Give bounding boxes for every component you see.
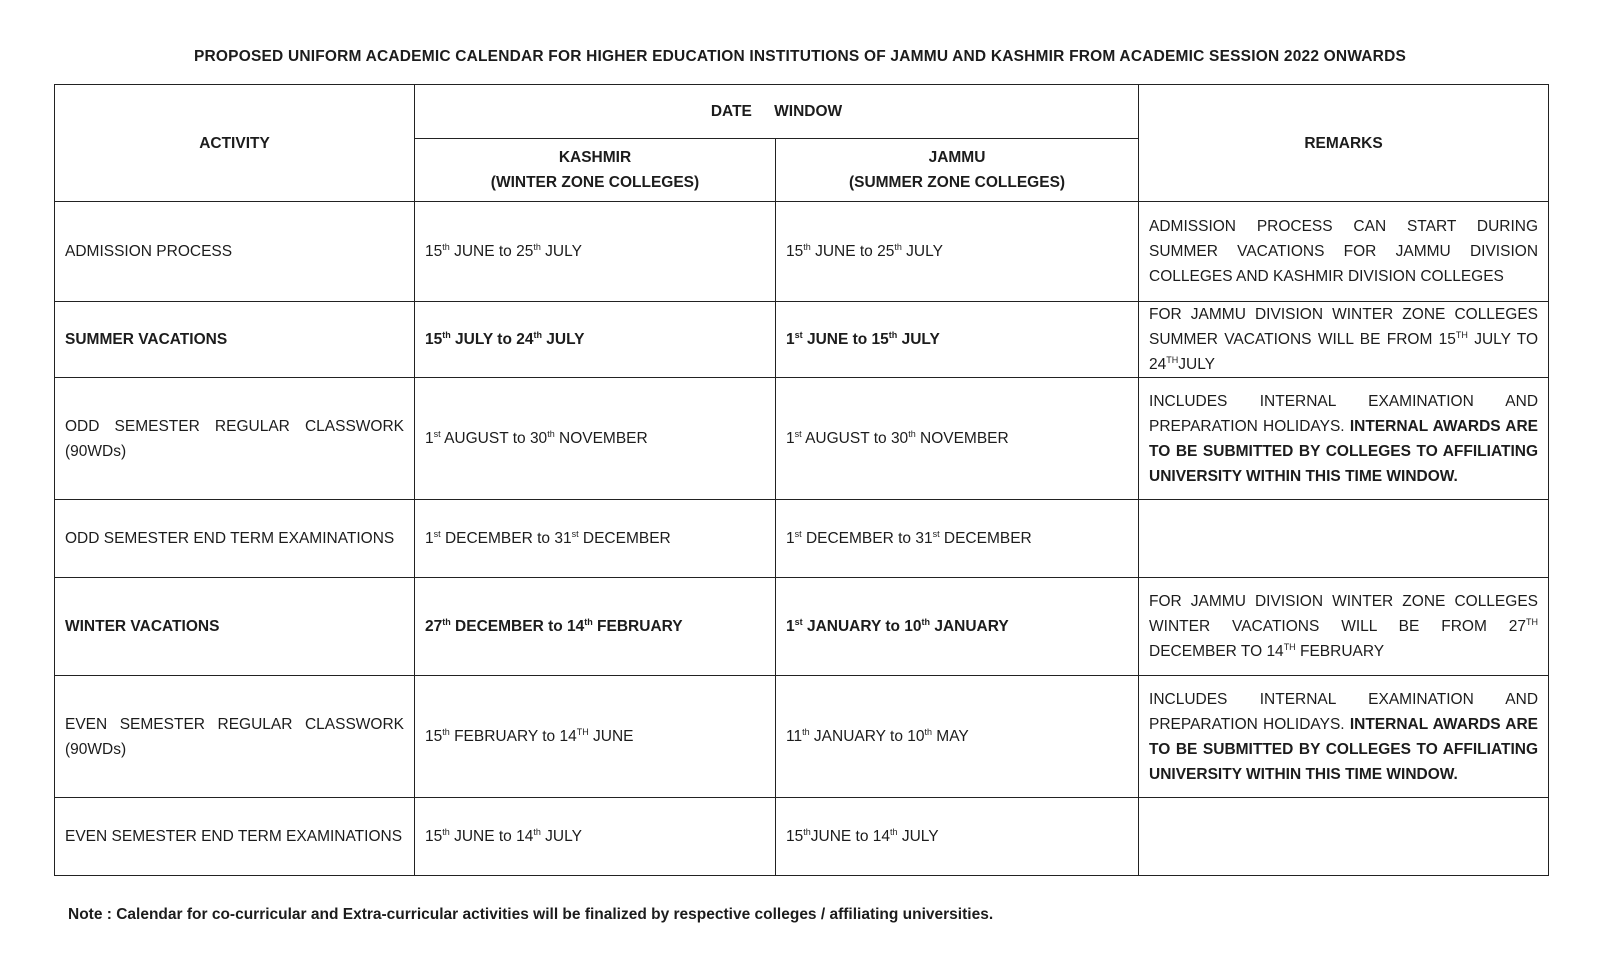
kashmir-date-cell: 15th JULY to 24th JULY xyxy=(415,302,776,378)
activity-cell: WINTER VACATIONS xyxy=(55,578,415,676)
jammu-date-cell: 1st AUGUST to 30th NOVEMBER xyxy=(776,378,1139,500)
remarks-cell: ADMISSION PROCESS CAN START DURING SUMMER VACATIONS FOR JAMMU DIVISION COLLEGES AND KASHMIR DIVISION COLLEGES xyxy=(1139,202,1549,302)
table-row xyxy=(55,378,1549,500)
table-row xyxy=(55,798,1549,876)
header-row-1 xyxy=(55,85,1549,139)
jammu-date-cell: 11th JANUARY to 10th MAY xyxy=(776,676,1139,798)
remarks-header: REMARKS xyxy=(1139,85,1549,202)
remarks-cell xyxy=(1139,798,1549,876)
table-row xyxy=(55,202,1549,302)
activity-cell: EVEN SEMESTER END TERM EXAMINATIONS xyxy=(55,798,415,876)
table-row xyxy=(55,302,1549,378)
activity-cell: EVEN SEMESTER REGULAR CLASSWORK (90WDs) xyxy=(55,676,415,798)
remarks-cell: INCLUDES INTERNAL EXAMINATION AND PREPARATION HOLIDAYS. INTERNAL AWARDS ARE TO BE SUBMITTED BY COLLEGES TO AFFILIATING UNIVERSITY WITHIN THIS TIME WINDOW. xyxy=(1139,378,1549,500)
table-row xyxy=(55,578,1549,676)
kashmir-date-cell: 15th FEBRUARY to 14TH JUNE xyxy=(415,676,776,798)
kashmir-date-cell: 15th JUNE to 14th JULY xyxy=(415,798,776,876)
kashmir-date-cell: 1st DECEMBER to 31st DECEMBER xyxy=(415,500,776,578)
kashmir-date-cell: 27th DECEMBER to 14th FEBRUARY xyxy=(415,578,776,676)
activity-cell: ODD SEMESTER REGULAR CLASSWORK (90WDs) xyxy=(55,378,415,500)
activity-header: ACTIVITY xyxy=(55,85,415,202)
kashmir-date-cell: 1st AUGUST to 30th NOVEMBER xyxy=(415,378,776,500)
date-window-header: DATE WINDOW xyxy=(415,85,1139,139)
kashmir-title: KASHMIR xyxy=(558,149,632,166)
jammu-date-cell: 1st DECEMBER to 31st DECEMBER xyxy=(776,500,1139,578)
jammu-date-cell: 1st JANUARY to 10th JANUARY xyxy=(776,578,1139,676)
activity-cell: SUMMER VACATIONS xyxy=(55,302,415,378)
kashmir-date-cell: 15th JUNE to 25th JULY xyxy=(415,202,776,302)
jammu-date-cell: 15thJUNE to 14th JULY xyxy=(776,798,1139,876)
jammu-title: JAMMU xyxy=(928,149,986,166)
jammu-header xyxy=(776,139,1139,202)
jammu-date-cell: 1st JUNE to 15th JULY xyxy=(776,302,1139,378)
remarks-cell: FOR JAMMU DIVISION WINTER ZONE COLLEGES WINTER VACATIONS WILL BE FROM 27TH DECEMBER TO 14TH FEBRUARY xyxy=(1139,578,1549,676)
footer-note: Note : Calendar for co-curricular and Extra-curricular activities will be finalized by respective colleges / affiliating universities. xyxy=(68,906,994,923)
page-title: PROPOSED UNIFORM ACADEMIC CALENDAR FOR HIGHER EDUCATION INSTITUTIONS OF JAMMU AND KASHMIR FROM ACADEMIC SESSION 2022 ONWARDS xyxy=(193,48,1407,65)
activity-cell: ADMISSION PROCESS xyxy=(55,202,415,302)
kashmir-subtitle: (WINTER ZONE COLLEGES) xyxy=(490,174,700,191)
table-row xyxy=(55,500,1549,578)
remarks-cell: FOR JAMMU DIVISION WINTER ZONE COLLEGES SUMMER VACATIONS WILL BE FROM 15TH JULY TO 24THJULY xyxy=(1139,302,1549,378)
academic-calendar-table xyxy=(54,84,1549,876)
table-row xyxy=(55,676,1549,798)
kashmir-header xyxy=(415,139,776,202)
jammu-subtitle: (SUMMER ZONE COLLEGES) xyxy=(848,174,1066,191)
activity-cell: ODD SEMESTER END TERM EXAMINATIONS xyxy=(55,500,415,578)
remarks-cell: INCLUDES INTERNAL EXAMINATION AND PREPARATION HOLIDAYS. INTERNAL AWARDS ARE TO BE SUBMITTED BY COLLEGES TO AFFILIATING UNIVERSITY WITHIN THIS TIME WINDOW. xyxy=(1139,676,1549,798)
jammu-date-cell: 15th JUNE to 25th JULY xyxy=(776,202,1139,302)
remarks-cell xyxy=(1139,500,1549,578)
